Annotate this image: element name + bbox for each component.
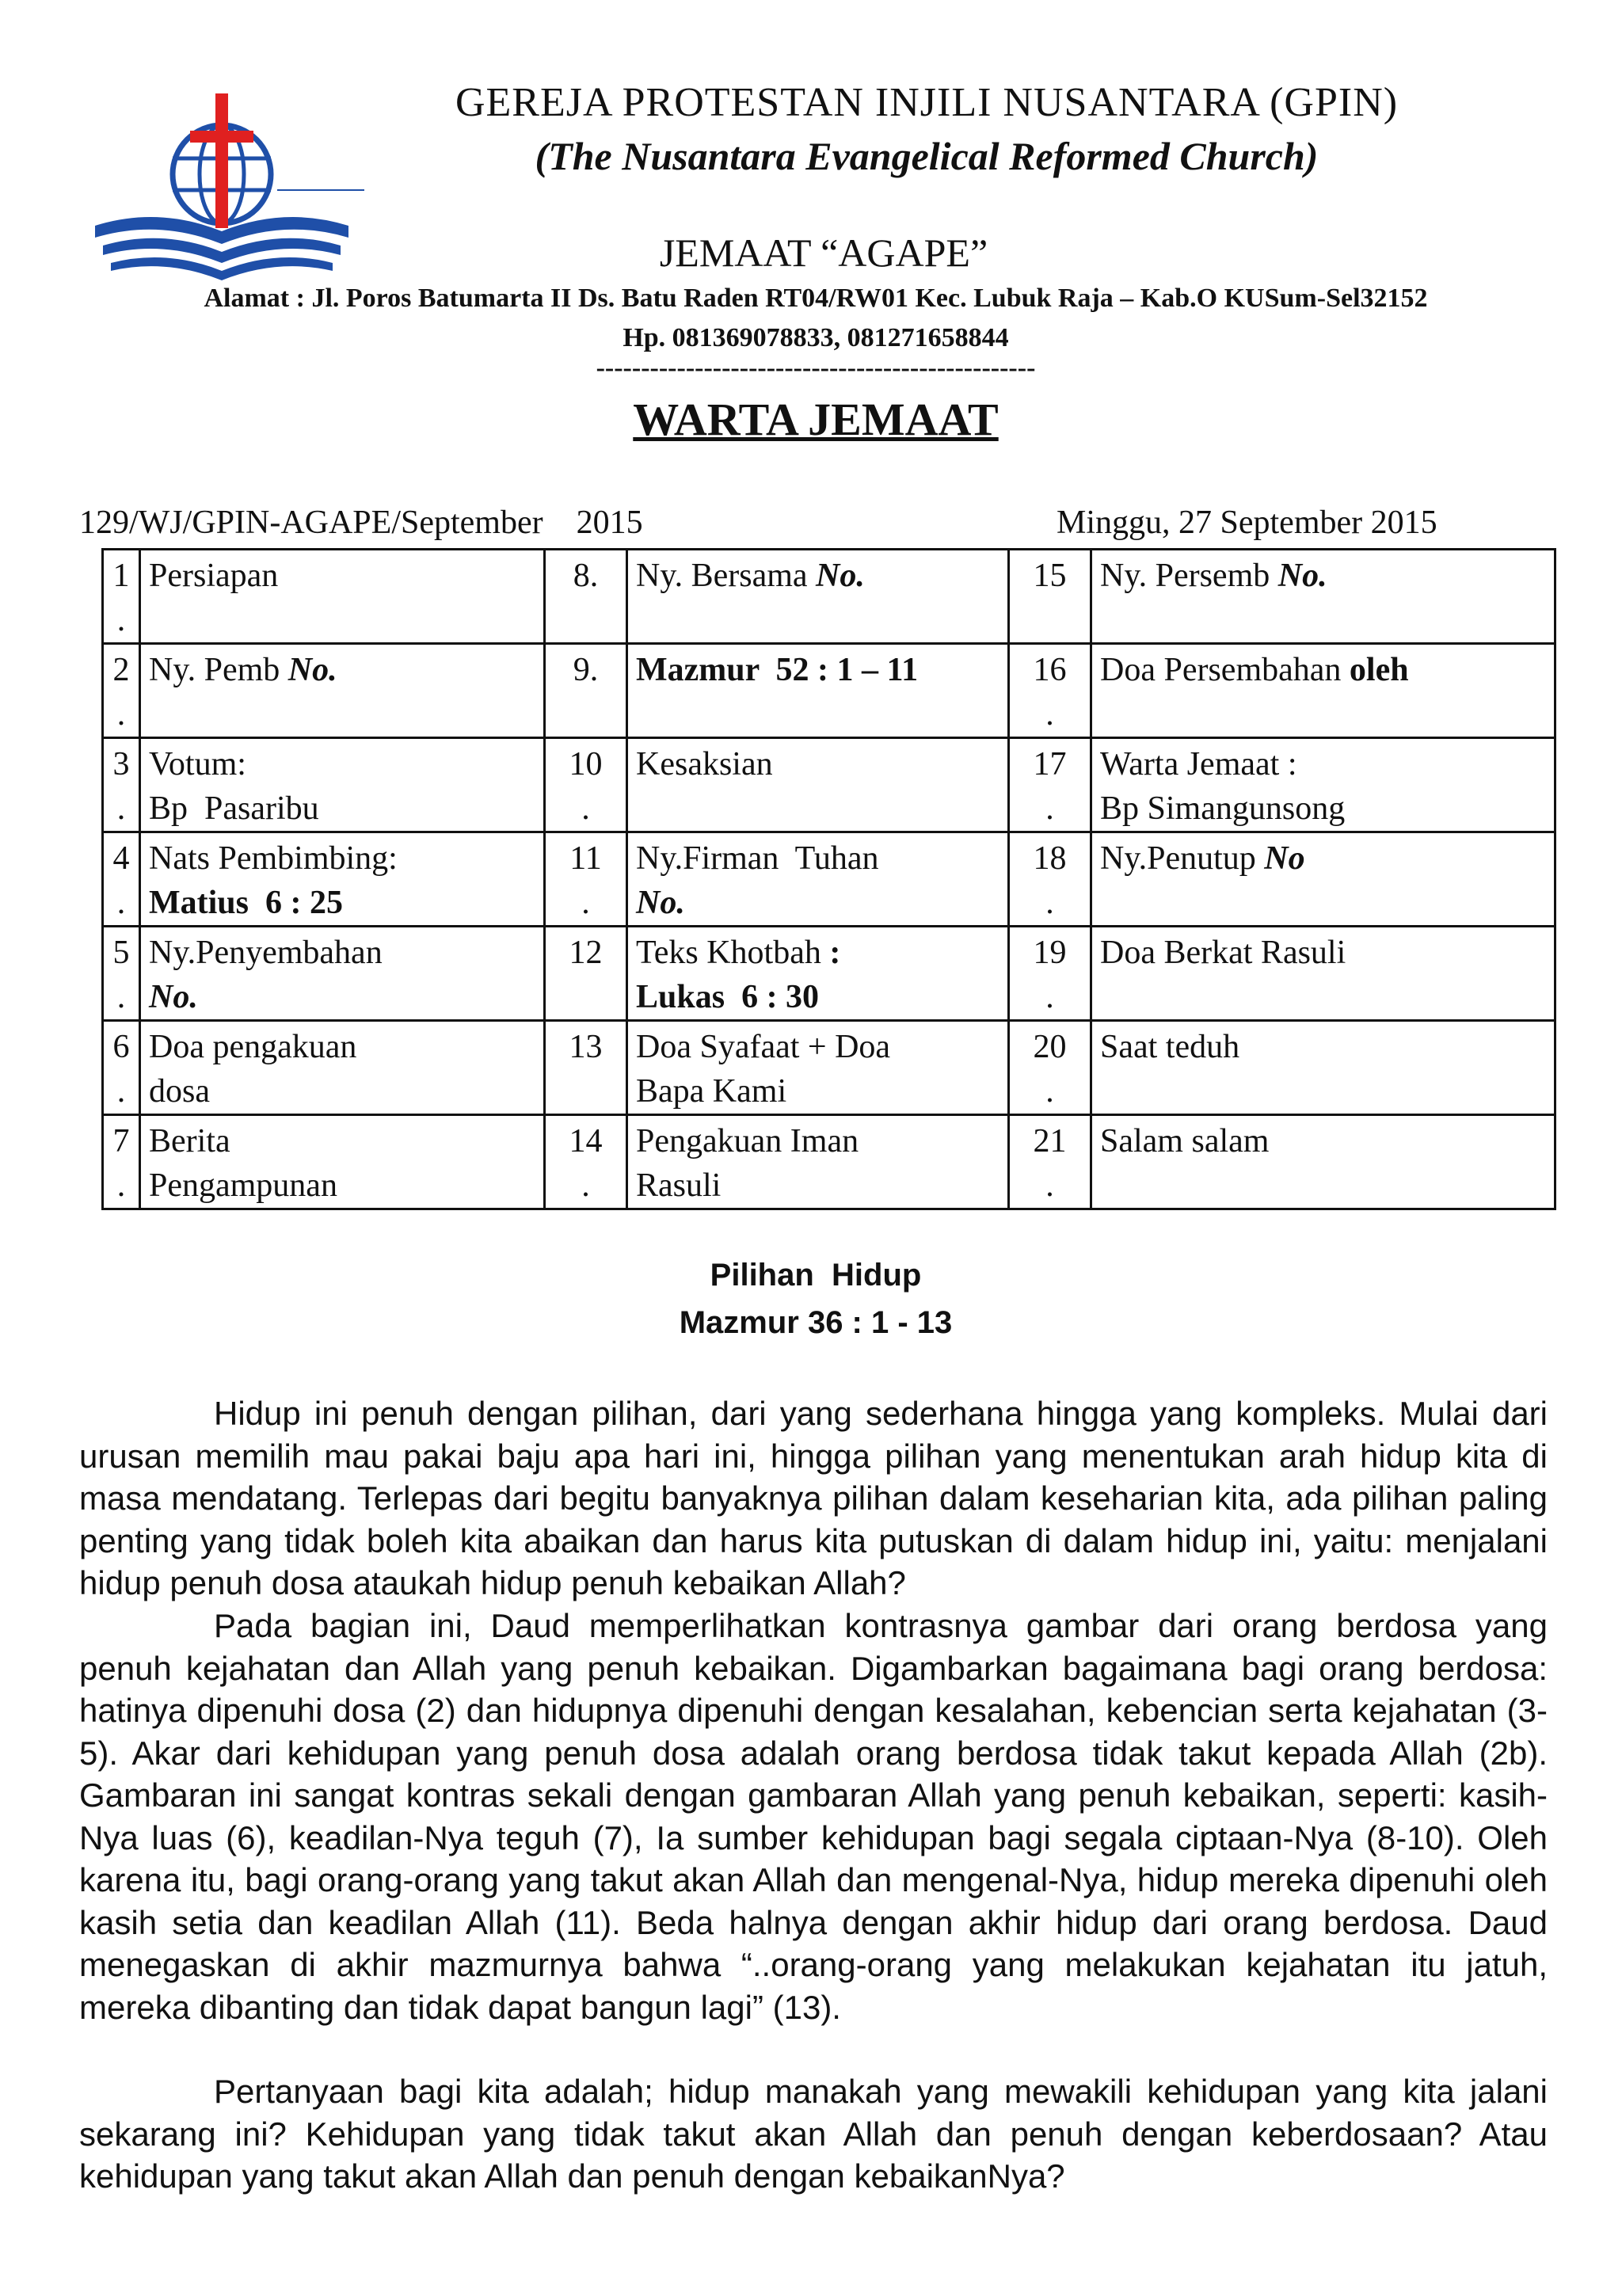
liturgy-item-label: Bp Simangunsong bbox=[1100, 790, 1346, 827]
liturgy-item-number: 3 . bbox=[103, 738, 140, 832]
liturgy-item-label: No. bbox=[149, 979, 198, 1015]
liturgy-item-number: 20 . bbox=[1009, 1021, 1091, 1115]
service-date: Minggu, 27 September 2015 bbox=[1057, 505, 1437, 541]
liturgy-item-label: No. bbox=[287, 652, 337, 688]
liturgy-item-label: Doa Syafaat + Doa bbox=[636, 1029, 891, 1065]
liturgy-item-label: No bbox=[1264, 840, 1305, 877]
liturgy-item-label: Bp Pasaribu bbox=[149, 790, 319, 827]
liturgy-item-text bbox=[1091, 644, 1555, 738]
liturgy-item-label: Lukas 6 : 30 bbox=[636, 979, 820, 1015]
liturgy-item-number: 7 . bbox=[103, 1115, 140, 1209]
liturgy-item-label: Saat teduh bbox=[1100, 1029, 1240, 1065]
liturgy-item-label: Kesaksian bbox=[636, 746, 773, 782]
liturgy-item-text bbox=[627, 832, 1009, 927]
liturgy-item-label: No. bbox=[1277, 558, 1327, 594]
liturgy-item-text bbox=[1091, 1115, 1555, 1209]
devotion-paragraph: Pada bagian ini, Daud memperlihatkan kontrasnya gambar dari orang berdosa yang penuh kejahatan dan Allah yang penuh kebaikan. Digambarkan bagaimana bagi orang berdosa: hatinya dipenuhi dosa (2) dan hidupnya dipenuhi dengan kesalahan, kebencian serta kejahatan (3-5). Akar dari kehidupan yang penuh dosa adalah orang berdosa tidak takut kepada Allah (2b). Gambaran ini sangat kontras sekali dengan gambaran Allah yang penuh kebaikan, seperti: kasih-Nya luas (6), keadilan-Nya teguh (7), Ia sumber kehidupan bagi segala ciptaan-Nya (8-10). Oleh karena itu, bagi orang-orang yang takut akan Allah dan mengenal-Nya, hidup mereka dipenuhi oleh kasih setia dan keadilan Allah (11). Beda halnya dengan akhir hidup dari orang berdosa. Daud menegaskan di akhir mazmurnya bahwa “..orang-orang yang melakukan kejahatan itu jatuh, mereka dibanting dan tidak dapat bangun lagi” (13). bbox=[79, 1607, 1548, 2026]
devotion-paragraph: Hidup ini penuh dengan pilihan, dari yang sederhana hingga yang kompleks. Mulai dari urusan memilih mau pakai baju apa hari ini, hingga pilihan yang menentukan arah hidup kita di masa mendatang. Terlepas dari begitu banyaknya pilihan dalam keseharian kita, ada pilihan paling penting yang tidak boleh kita abaikan dan harus kita putuskan di dalam hidup ini, yaitu: menjalani hidup penuh dosa ataukah hidup penuh kebaikan Allah? bbox=[79, 1395, 1548, 1601]
liturgy-item-text bbox=[1091, 738, 1555, 832]
liturgy-item-label: Salam salam bbox=[1100, 1123, 1270, 1159]
liturgy-item-label: Warta Jemaat : bbox=[1100, 746, 1297, 782]
liturgy-item-text bbox=[627, 927, 1009, 1021]
liturgy-item-text bbox=[1091, 927, 1555, 1021]
church-name-english: (The Nusantara Evangelical Reformed Church) bbox=[535, 134, 1319, 178]
address-line: Alamat : Jl. Poros Batumarta II Ds. Batu Raden RT04/RW01 Kec. Lubuk Raja – Kab.O KUSum-Sel32152 bbox=[204, 284, 1428, 313]
liturgy-item-label: Ny. Pemb bbox=[149, 652, 288, 688]
liturgy-item-number: 10 . bbox=[545, 738, 627, 832]
devotion-paragraph: Pertanyaan bagi kita adalah; hidup manakah yang mewakili kehidupan yang kita jalani sekarang ini? Kehidupan yang tidak takut akan Allah dan penuh dengan keberdosaan? Atau kehidupan yang takut akan Allah dan penuh dengan kebaikanNya? bbox=[79, 2073, 1548, 2195]
liturgy-row bbox=[103, 1115, 1555, 1209]
liturgy-row bbox=[103, 832, 1555, 927]
liturgy-item-label: Matius 6 : 25 bbox=[149, 885, 343, 921]
liturgy-item-number: 19 . bbox=[1009, 927, 1091, 1021]
liturgy-table bbox=[101, 548, 1556, 1210]
liturgy-item-number: 2 . bbox=[103, 644, 140, 738]
phone-line: Hp. 081369078833, 081271658844 bbox=[623, 323, 1009, 352]
devotion-title: Pilihan Hidup bbox=[710, 1258, 922, 1293]
liturgy-item-number: 16 . bbox=[1009, 644, 1091, 738]
liturgy-item-text bbox=[1091, 1021, 1555, 1115]
liturgy-item-text bbox=[627, 1115, 1009, 1209]
liturgy-item-label: Bapa Kami bbox=[636, 1073, 787, 1110]
liturgy-item-text bbox=[140, 550, 545, 644]
liturgy-item-number: 18 . bbox=[1009, 832, 1091, 927]
liturgy-item-label: Ny. Bersama bbox=[636, 558, 817, 594]
liturgy-item-label: : bbox=[829, 935, 841, 971]
liturgy-item-label: Pengakuan Iman bbox=[636, 1123, 859, 1159]
liturgy-item-number: 12 bbox=[545, 927, 627, 1021]
liturgy-item-label: Persiapan bbox=[149, 558, 279, 594]
liturgy-item-number: 14 . bbox=[545, 1115, 627, 1209]
liturgy-row bbox=[103, 738, 1555, 832]
bulletin-title: WARTA JEMAAT bbox=[633, 394, 999, 445]
devotion-reference: Mazmur 36 : 1 - 13 bbox=[679, 1305, 953, 1340]
liturgy-item-label: oleh bbox=[1349, 652, 1409, 688]
liturgy-item-label: dosa bbox=[149, 1073, 210, 1110]
liturgy-row bbox=[103, 550, 1555, 644]
liturgy-item-label: Pengampunan bbox=[149, 1167, 337, 1204]
liturgy-item-text bbox=[627, 644, 1009, 738]
liturgy-item-text bbox=[140, 1021, 545, 1115]
liturgy-item-number: 5 . bbox=[103, 927, 140, 1021]
liturgy-item-number: 9. bbox=[545, 644, 627, 738]
liturgy-item-text bbox=[140, 832, 545, 927]
liturgy-item-text bbox=[140, 644, 545, 738]
liturgy-item-label: No. bbox=[636, 885, 685, 921]
liturgy-row bbox=[103, 927, 1555, 1021]
liturgy-item-text bbox=[627, 738, 1009, 832]
liturgy-item-label: Berita bbox=[149, 1123, 230, 1159]
liturgy-row bbox=[103, 644, 1555, 738]
liturgy-item-label: Ny.Penyembahan bbox=[149, 935, 383, 971]
liturgy-item-number: 4 . bbox=[103, 832, 140, 927]
liturgy-item-text bbox=[627, 550, 1009, 644]
liturgy-item-number: 17 . bbox=[1009, 738, 1091, 832]
liturgy-item-text bbox=[1091, 832, 1555, 927]
liturgy-row bbox=[103, 1021, 1555, 1115]
liturgy-item-label: Teks Khotbah bbox=[636, 935, 830, 971]
liturgy-item-label: Doa Persembahan bbox=[1100, 652, 1350, 688]
liturgy-item-label: Nats Pembimbing: bbox=[149, 840, 398, 877]
church-name: GEREJA PROTESTAN INJILI NUSANTARA (GPIN) bbox=[455, 80, 1399, 125]
liturgy-item-number: 15 bbox=[1009, 550, 1091, 644]
liturgy-item-label: Votum: bbox=[149, 746, 246, 782]
divider-line: ------------------------------------------------- bbox=[596, 353, 1036, 383]
liturgy-item-text bbox=[1091, 550, 1555, 644]
liturgy-item-label: Ny. Persemb bbox=[1100, 558, 1278, 594]
liturgy-item-label: Doa Berkat Rasuli bbox=[1100, 935, 1346, 971]
liturgy-item-number: 13 bbox=[545, 1021, 627, 1115]
liturgy-item-text bbox=[627, 1021, 1009, 1115]
liturgy-item-number: 6 . bbox=[103, 1021, 140, 1115]
reference-number: 129/WJ/GPIN-AGAPE/September 2015 bbox=[79, 505, 643, 541]
liturgy-item-number: 8. bbox=[545, 550, 627, 644]
church-logo-icon bbox=[79, 87, 364, 285]
liturgy-item-label: Rasuli bbox=[636, 1167, 722, 1204]
liturgy-item-label: Doa pengakuan bbox=[149, 1029, 357, 1065]
congregation-name: JEMAAT “AGAPE” bbox=[659, 230, 988, 275]
liturgy-item-number: 21 . bbox=[1009, 1115, 1091, 1209]
liturgy-item-label: No. bbox=[816, 558, 865, 594]
liturgy-item-text bbox=[140, 927, 545, 1021]
liturgy-item-label: Mazmur 52 : 1 – 11 bbox=[636, 652, 919, 688]
liturgy-item-text bbox=[140, 738, 545, 832]
liturgy-item-number: 1 . bbox=[103, 550, 140, 644]
liturgy-item-text bbox=[140, 1115, 545, 1209]
liturgy-item-label: Ny.Firman Tuhan bbox=[636, 840, 879, 877]
liturgy-item-number: 11 . bbox=[545, 832, 627, 927]
liturgy-item-label: Ny.Penutup bbox=[1100, 840, 1265, 877]
